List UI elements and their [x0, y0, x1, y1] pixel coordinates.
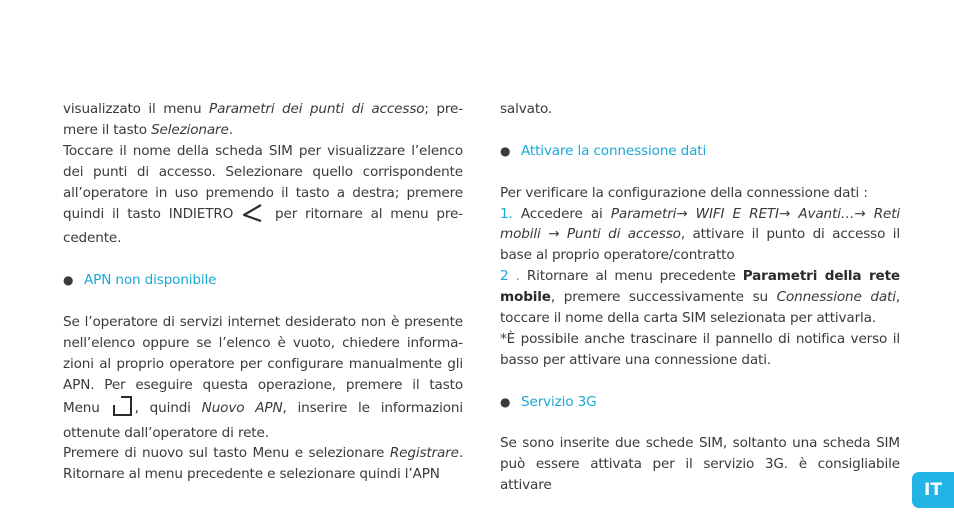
- note-notification-panel: *È possibile anche trascinare il pannello di notifica verso il basso per attivare una connessione dati.: [500, 330, 900, 368]
- paragraph-saved: salvato.: [500, 101, 553, 117]
- language-tab: IT: [912, 472, 954, 508]
- bullet-icon: [500, 392, 510, 413]
- paragraph-apn-manual: Se l’operatore di servizi internet desiderato non è presente nell’elenco oppure se l’elenco è vuoto, chiedere informa-zioni al proprio operatore per configurare manualmente gli APN. Per eseguire questa operazione, premere il tasto Menu , quindi Nuovo APN, inserire le informazioni ottenute dall’operatore di rete.: [63, 314, 464, 441]
- bullet-icon: [63, 270, 73, 291]
- paragraph-select-sim: Toccare il nome della scheda SIM per visualizzare l’elenco dei punti di accesso. Selezionare quello corrispondente all’operatore in uso premendo il tasto a destra; premere quindi il tasto INDIETRO per ritornare al menu pre-cedente.: [63, 142, 463, 247]
- step-2: 2 . Ritornare al menu precedente Parametri della rete mobile, premere successivamente su Connessione dati, toccare il nome della carta SIM selezionata per attivarla.: [500, 268, 900, 327]
- paragraph-3g-sim: Se sono inserite due schede SIM, soltanto una scheda SIM può essere attivata per il servizio 3G. è consigliabile attivare: [500, 435, 900, 494]
- paragraph-verify-config: Per verificare la configurazione della connessione dati :: [500, 184, 868, 201]
- bullet-icon: [500, 141, 510, 162]
- step-1: 1. Accedere ai Parametri→ WIFI E RETI→ Avanti…→ Reti mobili → Punti di accesso, attivare il punto di accesso il base al proprio operatore/contratto: [500, 205, 901, 264]
- heading-apn-unavailable: ● APN non disponibile: [63, 270, 463, 291]
- heading-3g-service: ● Servizio 3G: [500, 392, 900, 413]
- right-column: [500, 99, 900, 496]
- left-column: [63, 99, 463, 485]
- heading-activate-data: ● Attivare la connessione dati: [500, 141, 900, 162]
- paragraph-apn-menu: visualizzato il menu Parametri dei punti di accesso; pre-mere il tasto Selezionare.: [63, 101, 464, 138]
- paragraph-register: Premere di nuovo sul tasto Menu e selezionare Registrare. Ritornare al menu precedente e selezionare quindi l’APN: [63, 445, 463, 483]
- menu-key-icon: [111, 396, 135, 423]
- back-arrow-icon: [241, 204, 267, 229]
